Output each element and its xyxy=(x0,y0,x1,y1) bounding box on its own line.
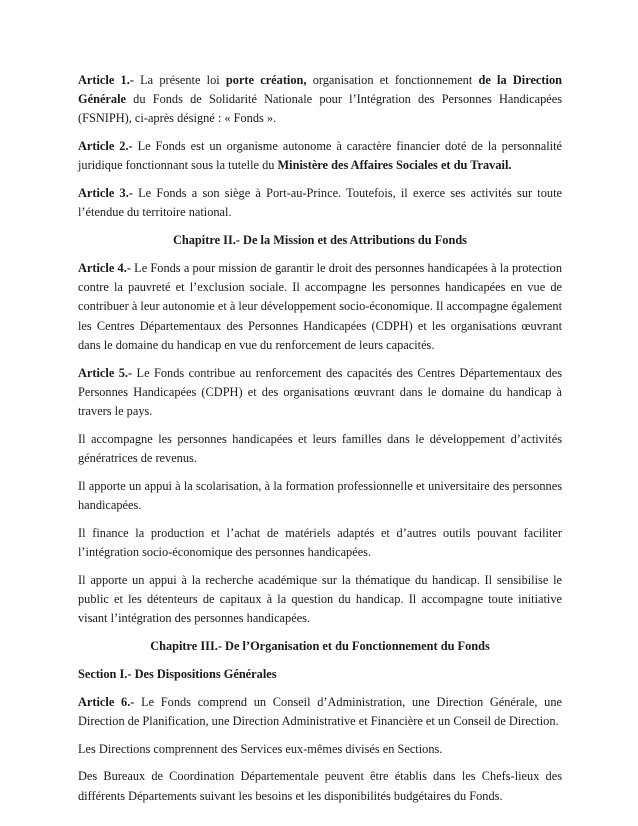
article-1-text-3: du Fonds de Solidarité Nationale pour l’Intégration des Personnes Handicapées (FSNIPH), ci-après désigné : « Fonds ». xyxy=(78,92,562,126)
article-1 xyxy=(78,71,562,129)
article-1-text-2: organisation et fonctionnement xyxy=(306,73,479,87)
paragraph: Il apporte un appui à la scolarisation, à la formation professionnelle et universitaire des personnes handicapées. xyxy=(78,478,562,513)
article-3 xyxy=(78,184,562,222)
article-4 xyxy=(78,259,562,355)
article-5-text: Le Fonds contribue au renforcement des capacités des Centres Départementaux des Personnes Handicapées (CDPH) et des organisations œuvrant dans le domaine du handicap à travers le pays. xyxy=(78,365,562,419)
article-1-bold-1: porte création, xyxy=(225,73,307,87)
article-4-text: Le Fonds a pour mission de garantir le droit des personnes handicapées à la protection contre la pauvreté et l’exclusion sociale. Il accompagne les personnes handicapées en vue de contribuer à leur autonomie et à leur développement socio-économique. Il accompagne également les Centres Départementaux des Personnes Handicapées (CDPH) et les organisations œuvrant dans le domaine du handicap en vue du renforcement de leurs capacités. xyxy=(78,261,563,352)
article-6-label: Article 6.- xyxy=(78,694,135,709)
article-3-label: Article 3.- xyxy=(78,186,133,201)
paragraph: Il finance la production et l’achat de matériels adaptés et d’autres outils pouvant faciliter l’intégration socio-économique des personnes handicapées. xyxy=(78,525,562,560)
article-3-text: Le Fonds a son siège à Port-au-Prince. Toutefois, il exerce ses activités sur toute l’étendue du territoire national. xyxy=(78,186,562,220)
article-1-bold-2: de la Direction Générale xyxy=(78,73,562,107)
document-page xyxy=(78,71,562,814)
paragraph: Il accompagne les personnes handicapées et leurs familles dans le développement d’activités génératrices de revenus. xyxy=(78,431,562,466)
article-6 xyxy=(78,693,562,731)
article-2-text: Le Fonds est un organisme autonome à caractère financier doté de la personnalité juridique fonctionnant sous la tutelle du xyxy=(78,139,563,173)
article-5 xyxy=(78,364,562,422)
chapter-3-heading: Chapitre III.- De l’Organisation et du Fonctionnement du Fonds xyxy=(150,639,490,654)
article-1-text: La présente loi xyxy=(133,73,226,87)
article-6-text: Le Fonds comprend un Conseil d’Administration, une Direction Générale, une Direction de Planification, une Direction Administrative et Financière et un Conseil de Direction. xyxy=(78,694,562,728)
article-2-bold: Ministère des Affaires Sociales et du Travail. xyxy=(277,158,512,173)
paragraph: Il apporte un appui à la recherche académique sur la thématique du handicap. Il sensibilise le public et les détenteurs de capitaux à la question du handicap. Il accompagne toute initiative visant l’intégration des personnes handicapées. xyxy=(78,572,562,626)
article-4-label: Article 4.- xyxy=(78,261,131,275)
article-1-label: Article 1.- xyxy=(78,73,134,87)
section-1-heading: Section I.- Des Dispositions Générales xyxy=(78,666,277,681)
article-2 xyxy=(78,137,562,175)
article-2-label: Article 2.- xyxy=(78,139,133,154)
chapter-2-heading: Chapitre II.- De la Mission et des Attributions du Fonds xyxy=(172,233,467,248)
article-5-label: Article 5.- xyxy=(78,365,133,380)
paragraph: Des Bureaux de Coordination Départementale peuvent être établis dans les Chefs-lieux des différents Départements suivant les besoins et les disponibilités budgétaires du Fonds. xyxy=(78,769,562,803)
paragraph: Les Directions comprennent des Services eux-mêmes divisés en Sections. xyxy=(78,741,443,756)
